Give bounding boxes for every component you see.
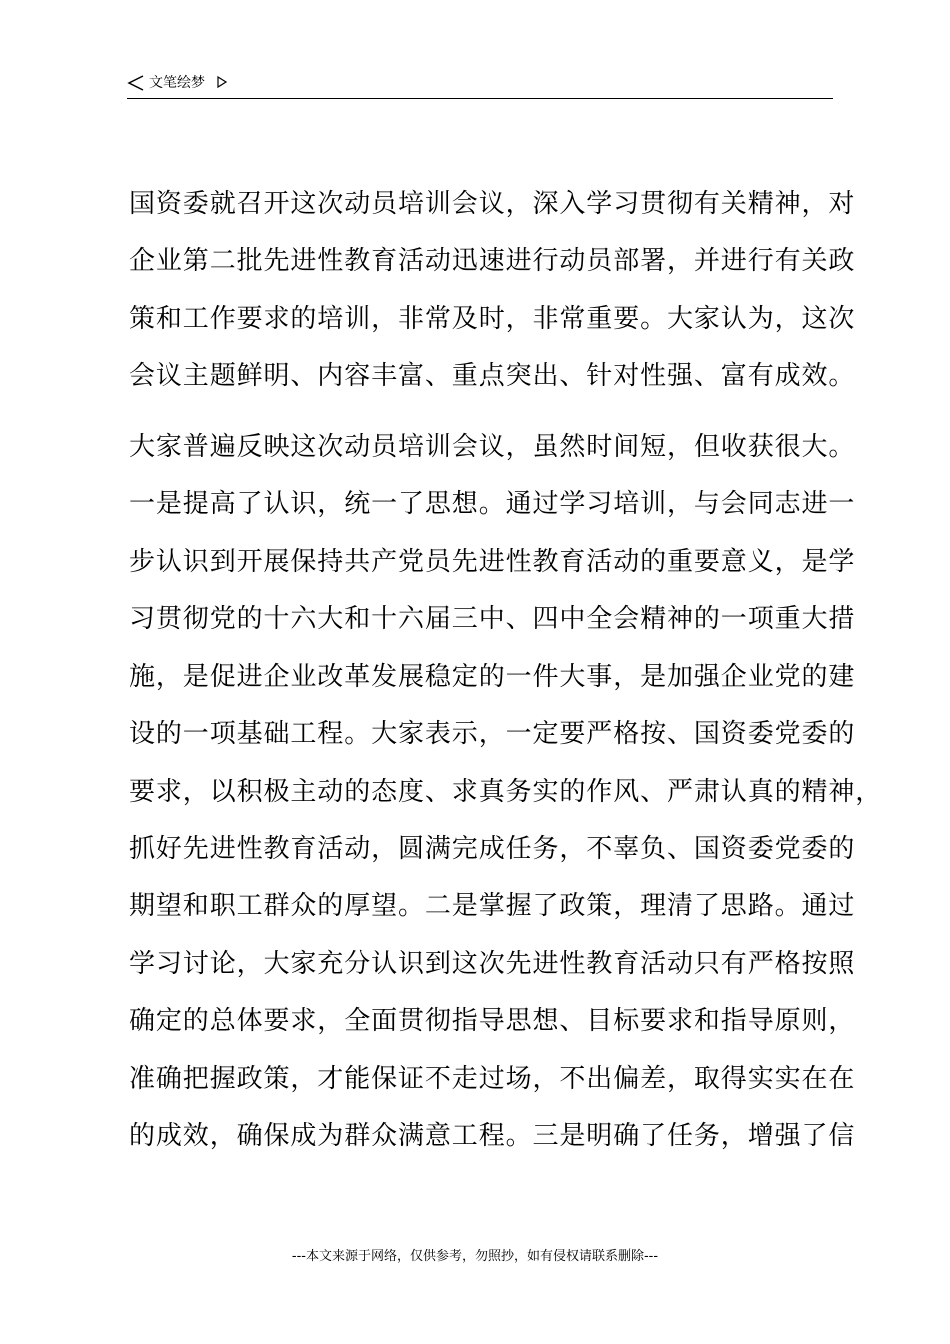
- text-line: 学习讨论，大家充分认识到这次先进性教育活动只有严格按照: [129, 949, 856, 979]
- text-line: 要求，以积极主动的态度、求真务实的作风、严肃认真的精神，: [129, 777, 883, 807]
- text-line: 期望和职工群众的厚望。二是掌握了政策，理清了思路。通过: [129, 891, 856, 921]
- text-line: 会议主题鲜明、内容丰富、重点突出、针对性强、富有成效。: [129, 361, 856, 391]
- text-line: 的成效，确保成为群众满意工程。三是明确了任务，增强了信: [129, 1121, 856, 1151]
- text-line: 准确把握政策，才能保证不走过场，不出偏差，取得实实在在: [129, 1064, 856, 1094]
- header-title: 文笔绘梦: [149, 75, 205, 91]
- text-line: 大家普遍反映这次动员培训会议，虽然时间短，但收获很大。: [129, 432, 856, 462]
- page-header: [127, 72, 833, 99]
- text-line: 步认识到开展保持共产党员先进性教育活动的重要意义，是学: [129, 547, 856, 577]
- text-line: 设的一项基础工程。大家表示，一定要严格按、国资委党委的: [129, 719, 856, 749]
- text-line: 企业第二批先进性教育活动迅速进行动员部署，并进行有关政: [129, 246, 856, 276]
- text-line: 一是提高了认识，统一了思想。通过学习培训，与会同志进一: [129, 489, 856, 519]
- footer-disclaimer: ---本文来源于网络，仅供参考，勿照抄，如有侵权请联系删除---: [291, 1249, 659, 1264]
- text-line: 施，是促进企业改革发展稳定的一件大事，是加强企业党的建: [129, 662, 856, 692]
- text-line: 习贯彻党的十六大和十六届三中、四中全会精神的一项重大措: [129, 604, 856, 634]
- triangle-right-icon: [216, 75, 228, 89]
- text-line: 抓好先进性教育活动，圆满完成任务，不辜负、国资委党委的: [129, 834, 856, 864]
- triangle-left-icon: [127, 74, 145, 92]
- text-line: 国资委就召开这次动员培训会议，深入学习贯彻有关精神，对: [129, 189, 856, 219]
- text-line: 策和工作要求的培训，非常及时，非常重要。大家认为，这次: [129, 304, 856, 334]
- text-line: 确定的总体要求，全面贯彻指导思想、目标要求和指导原则，: [129, 1006, 856, 1036]
